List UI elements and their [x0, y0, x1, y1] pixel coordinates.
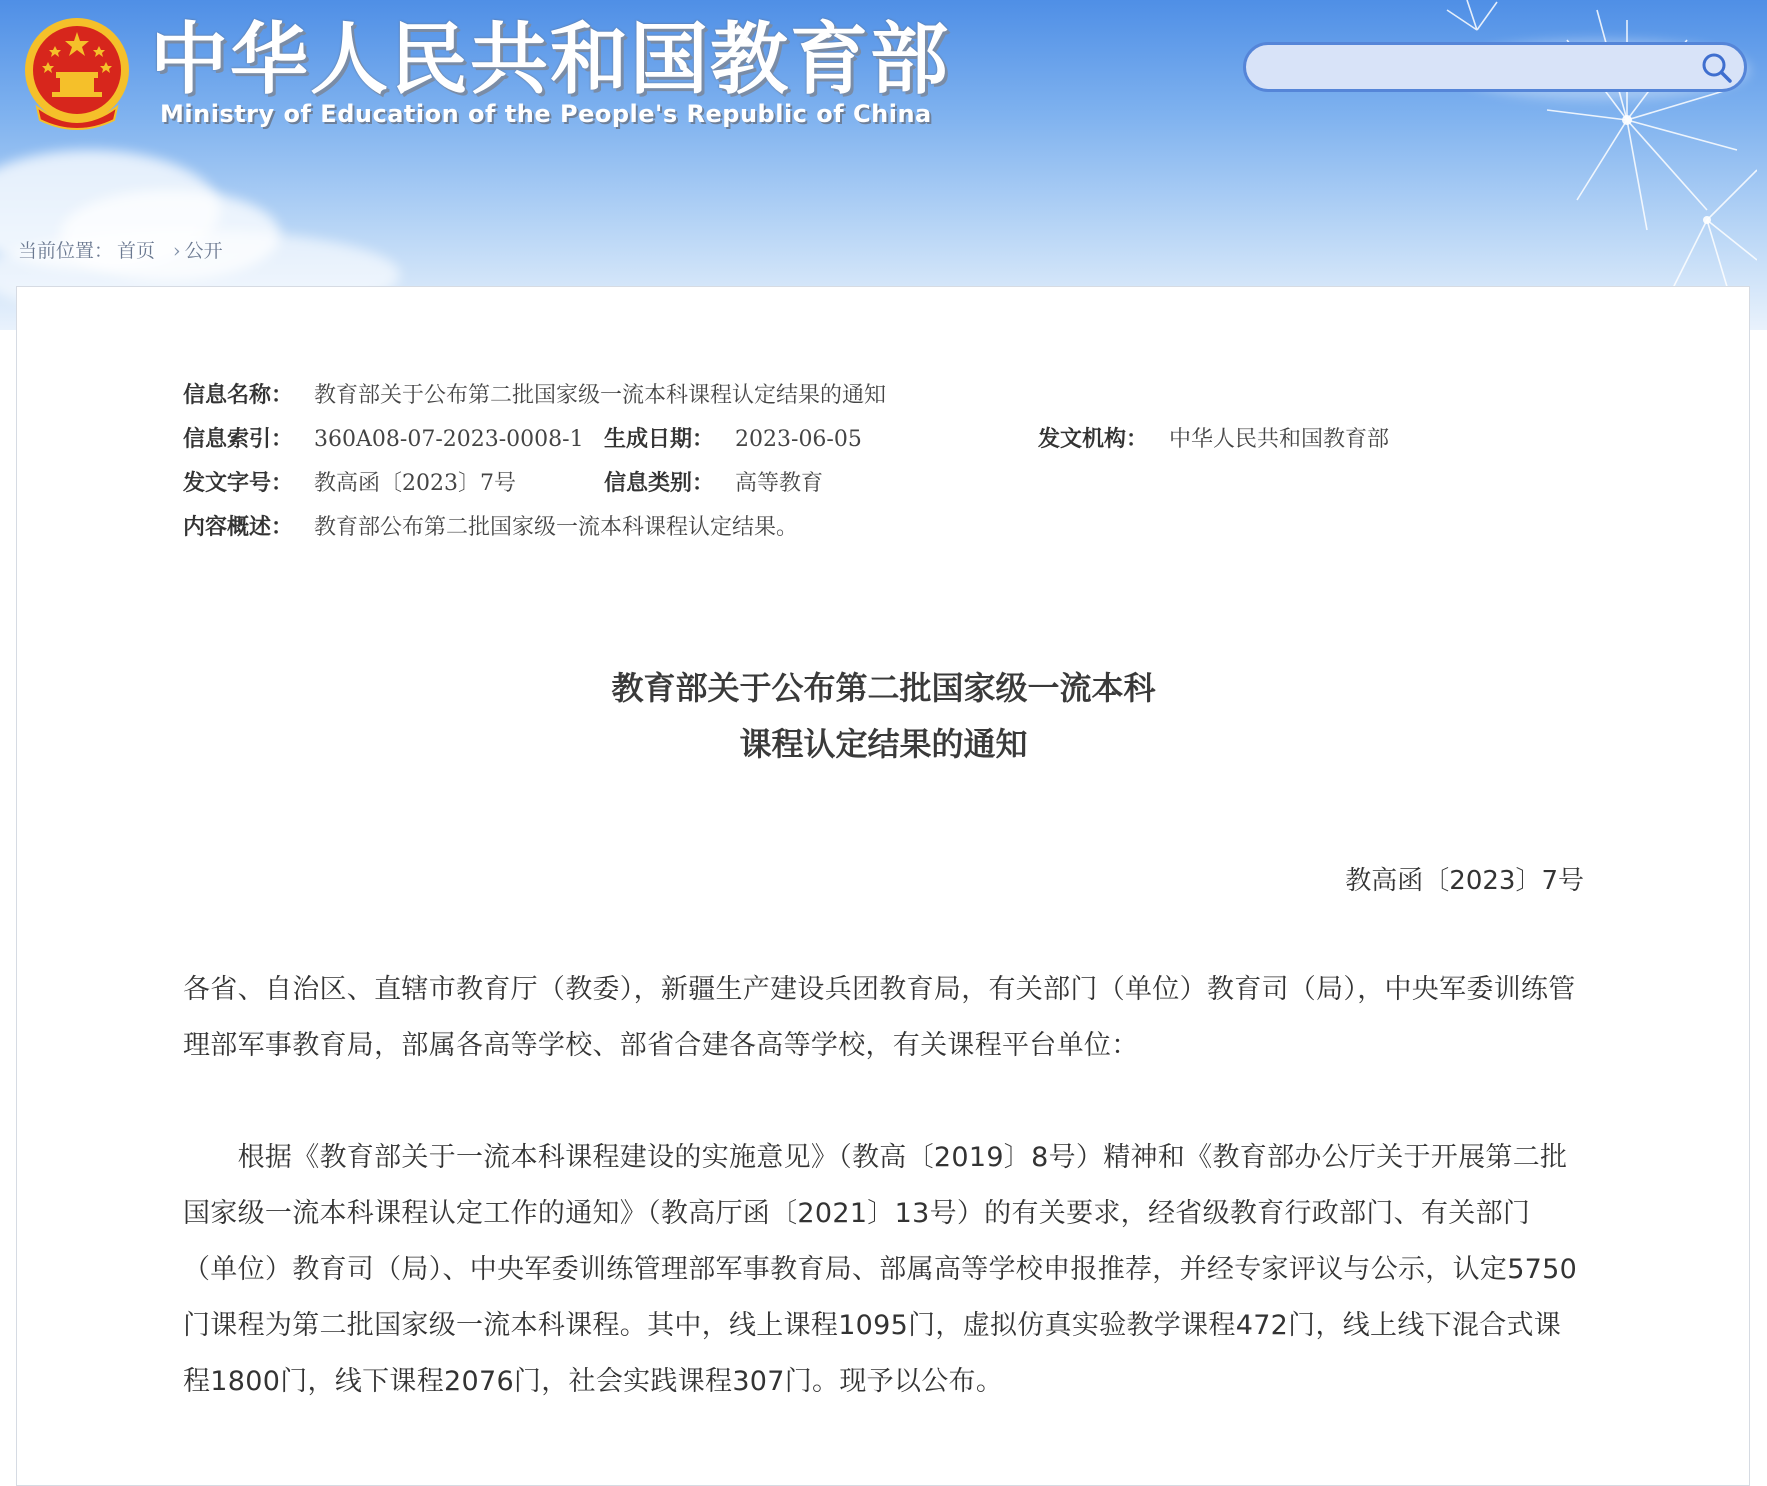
meta-row-docno	[183, 466, 516, 497]
meta-index-label: 信息索引：	[183, 426, 294, 452]
meta-category-value: 高等教育	[735, 471, 824, 496]
document-addressee-paragraph: 各省、自治区、直辖市教育厅（教委），新疆生产建设兵团教育局，有关部门（单位）教育司（局），中央军委训练管理部军事教育局，部属各高等学校、部省合建各高等学校，有关课程平台单位：	[183, 974, 1576, 1061]
document-title-line2: 课程认定结果的通知	[739, 725, 1028, 763]
search-input[interactable]	[1264, 51, 1688, 85]
breadcrumb-open-link[interactable]: 公开	[184, 240, 223, 262]
site-subtitle: Ministry of Education of the People's Republic of China	[160, 100, 932, 128]
breadcrumb	[18, 236, 223, 263]
breadcrumb-prefix: 当前位置：	[18, 240, 114, 262]
meta-org-value: 中华人民共和国教育部	[1169, 427, 1390, 452]
meta-index-value: 360A08-07-2023-0008-1	[314, 427, 584, 452]
breadcrumb-home-link[interactable]: 首页	[117, 240, 156, 262]
meta-docno-value: 教高函〔2023〕7号	[314, 471, 517, 496]
meta-date-label: 生成日期：	[604, 426, 715, 452]
meta-row-name	[183, 378, 886, 409]
meta-row-date	[604, 422, 862, 453]
meta-row-summary	[183, 510, 798, 541]
meta-name-value: 教育部关于公布第二批国家级一流本科课程认定结果的通知	[314, 383, 887, 408]
document-number: 教高函〔2023〕7号	[1345, 866, 1584, 896]
search-icon[interactable]	[1700, 51, 1734, 85]
meta-summary-value: 教育部公布第二批国家级一流本科课程认定结果。	[314, 515, 799, 540]
meta-summary-label: 内容概述：	[183, 514, 294, 540]
meta-row-org	[1038, 422, 1389, 453]
meta-name-label: 信息名称：	[183, 382, 294, 408]
meta-date-value: 2023-06-05	[735, 427, 862, 452]
header-banner	[0, 0, 1767, 330]
meta-docno-label: 发文字号：	[183, 470, 294, 496]
meta-row-index	[183, 422, 584, 453]
site-title: 中华人民共和国教育部	[150, 15, 951, 105]
document-title-line1: 教育部关于公布第二批国家级一流本科	[611, 669, 1156, 707]
meta-category-label: 信息类别：	[604, 470, 715, 496]
breadcrumb-separator: ›	[173, 240, 181, 262]
document-title	[0, 660, 1767, 772]
document-body-paragraph: 根据《教育部关于一流本科课程建设的实施意见》（教高〔2019〕8号）精神和《教育部办公厅关于开展第二批国家级一流本科课程认定工作的通知》（教高厅函〔2021〕13号）的有关要求，经省级教育行政部门、有关部门（单位）教育司（局）、中央军委训练管理部军事教育局、部属高等学校申报推荐，并经专家评议与公示，认定5750门课程为第二批国家级一流本科课程。其中，线上课程1095门，虚拟仿真实验教学课程472门，线上线下混合式课程1800门，线下课程2076门，社会实践课程307门。现予以公布。	[183, 1142, 1578, 1397]
meta-row-category	[604, 466, 823, 497]
search-box	[1243, 42, 1747, 92]
national-emblem-icon	[22, 12, 132, 132]
meta-org-label: 发文机构：	[1038, 426, 1149, 452]
